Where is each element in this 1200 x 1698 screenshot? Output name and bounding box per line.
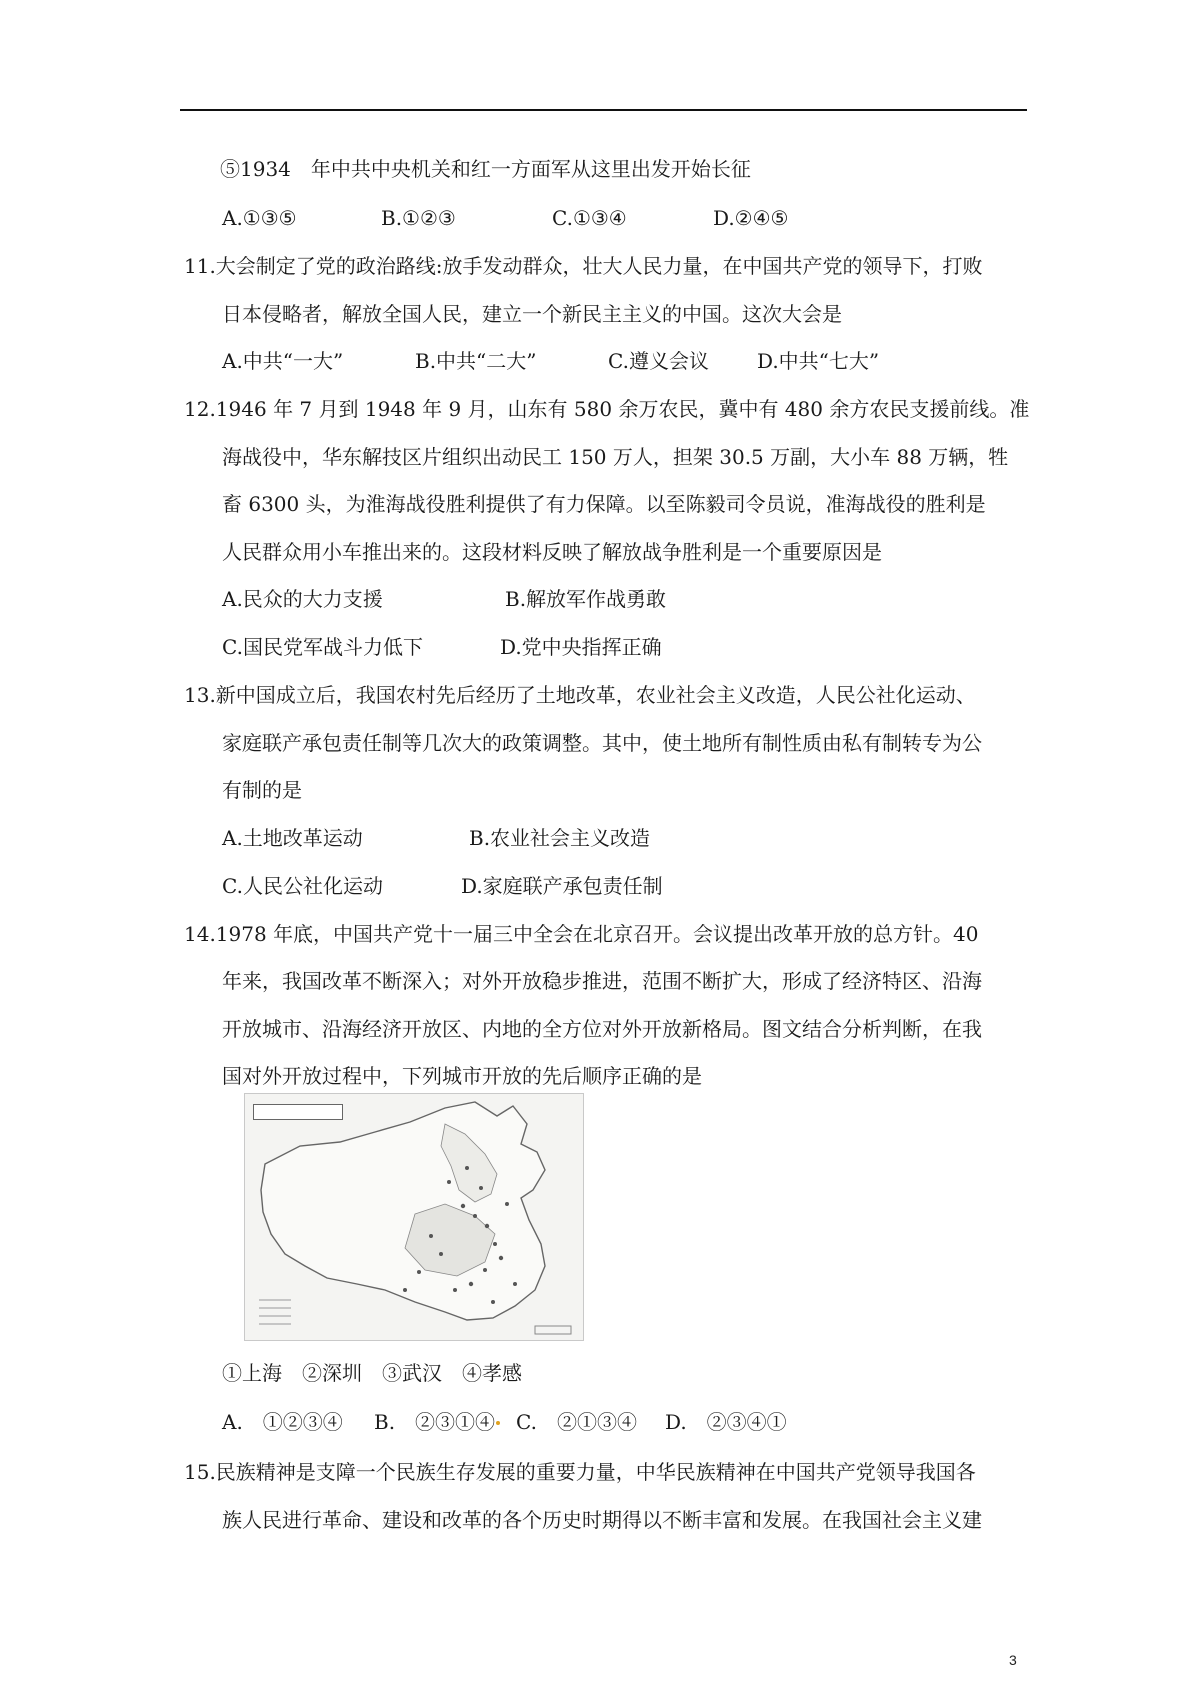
- q12-line-1: 12.1946 年 7 月到 1948 年 9 月，山东有 580 余万农民，冀中有 480 余方农民支援前线。准: [184, 397, 1030, 421]
- q12-option-b: B.解放军作战勇敢: [505, 587, 667, 611]
- china-map-icon: [245, 1094, 583, 1340]
- q13-option-a: A.土地改革运动: [222, 826, 363, 850]
- q12-line-4: 人民群众用小车推出来的。这段材料反映了解放战争胜利是一个重要原因是: [222, 540, 882, 564]
- q11-line-2: 日本侵略者，解放全国人民，建立一个新民主主义的中国。这次大会是: [222, 302, 842, 326]
- q11-option-a: A.中共“一大”: [222, 349, 344, 373]
- q15-line-1: 15.民族精神是支障一个民族生存发展的重要力量，中华民族精神在中国共产党领导我国各: [184, 1460, 976, 1484]
- q14-option-b: B. ②③①④: [374, 1410, 496, 1434]
- q12-option-d: D.党中央指挥正确: [500, 635, 662, 659]
- q11-option-d: D.中共“七大”: [757, 349, 880, 373]
- q10-option-a: A.①③⑤: [222, 206, 297, 230]
- q12-option-a: A.民众的大力支援: [222, 587, 383, 611]
- q10-option-d: D.②④⑤: [713, 206, 789, 230]
- q13-option-d: D.家庭联产承包责任制: [461, 874, 663, 898]
- q14-line-2: 年来，我国改革不断深入；对外开放稳步推进，范围不断扩大，形成了经济特区、沿海: [222, 969, 982, 993]
- q14-line-3: 开放城市、沿海经济开放区、内地的全方位对外开放新格局。图文结合分析判断，在我: [222, 1017, 982, 1041]
- stray-mark: [496, 1421, 500, 1425]
- q13-line-2: 家庭联产承包责任制等几次大的政策调整。其中，使土地所有制性质由私有制转专为公: [222, 731, 982, 755]
- q11-option-b: B.中共“二大”: [415, 349, 537, 373]
- q10-option-b: B.①②③: [381, 206, 456, 230]
- q13-option-b: B.农业社会主义改造: [469, 826, 651, 850]
- opening-map-figure: [244, 1093, 584, 1341]
- q14-line-4: 国对外开放过程中，下列城市开放的先后顺序正确的是: [222, 1064, 702, 1088]
- header-rule: [180, 109, 1027, 111]
- q13-line-3: 有制的是: [222, 778, 302, 802]
- q13-line-1: 13.新中国成立后，我国农村先后经历了土地改革，农业社会主义改造，人民公社化运动、: [184, 683, 976, 707]
- q11-option-c: C.遵义会议: [608, 349, 709, 373]
- q14-option-d: D. ②③④①: [665, 1410, 787, 1434]
- q12-line-2: 海战役中，华东解技区片组织出动民工 150 万人，担架 30.5 万副，大小车 88 万辆，牲: [222, 445, 1009, 469]
- q15-line-2: 族人民进行革命、建设和改革的各个历史时期得以不断丰富和发展。在我国社会主义建: [222, 1508, 982, 1532]
- q12-option-c: C.国民党军战斗力低下: [222, 635, 423, 659]
- q14-items: ①上海 ②深圳 ③武汉 ④孝感: [222, 1361, 522, 1385]
- q10-option-c: C.①③④: [552, 206, 627, 230]
- q10-item-5: ⑤1934 年中共中央机关和红一方面军从这里出发开始长征: [220, 157, 751, 181]
- q11-line-1: 11.大会制定了党的政治路线:放手发动群众，壮大人民力量，在中国共产党的领导下，打败: [184, 254, 983, 278]
- q12-line-3: 畜 6300 头，为淮海战役胜利提供了有力保障。以至陈毅司令员说，准海战役的胜利是: [222, 492, 986, 516]
- q14-line-1: 14.1978 年底，中国共产党十一届三中全会在北京召开。会议提出改革开放的总方针。40: [184, 922, 979, 946]
- q13-option-c: C.人民公社化运动: [222, 874, 383, 898]
- q14-option-c: C. ②①③④: [516, 1410, 637, 1434]
- q14-option-a: A. ①②③④: [222, 1410, 343, 1434]
- page-number: 3: [1009, 1652, 1017, 1668]
